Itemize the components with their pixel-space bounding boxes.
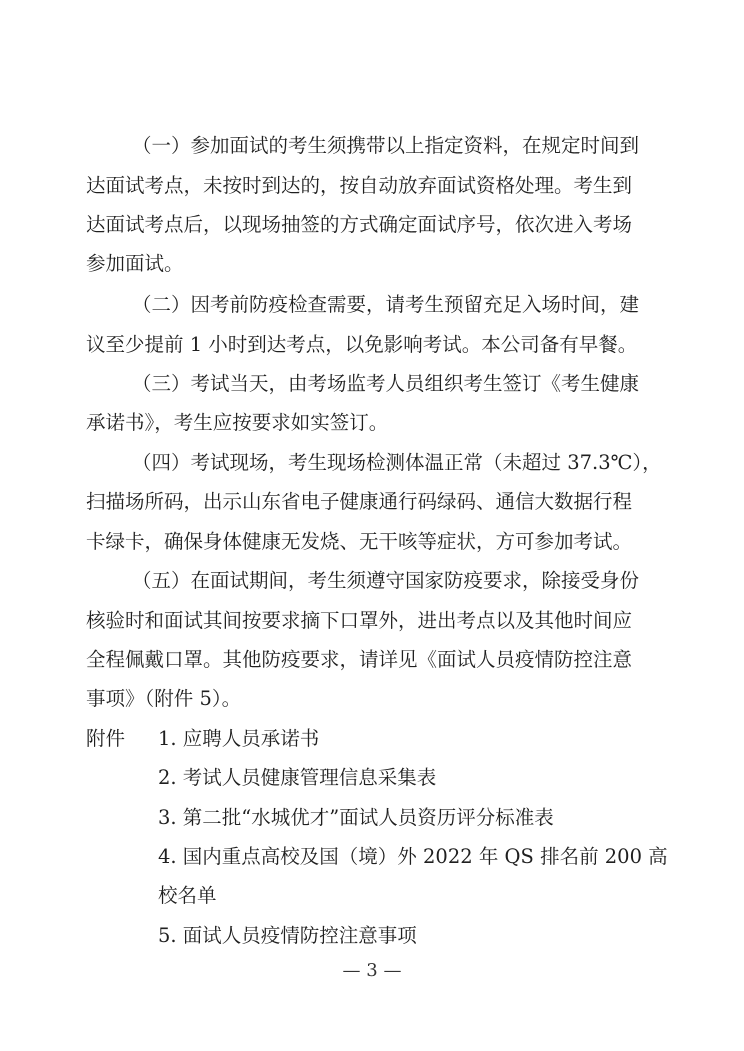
para1-line3: 达面试考点后，以现场抽签的方式确定面试序号，依次进入考场 xyxy=(86,213,633,236)
para2-line2: 议至少提前 1 小时到达考点，以免影响考试。本公司备有早餐。 xyxy=(86,333,638,356)
page-number: — 3 — xyxy=(342,960,402,981)
para4-line1: （四）考试现场，考生现场检测体温正常（未超过 37.3℃）， xyxy=(132,451,662,474)
attachment-item-3: 3. 第二批“水城优才”面试人员资历评分标准表 xyxy=(158,806,554,829)
para3-line1: （三）考试当天，由考场监考人员组织考生签订《考生健康 xyxy=(132,372,640,395)
attachment-item-2: 2. 考试人员健康管理信息采集表 xyxy=(158,766,437,789)
para5-line2: 核验时和面试其间按要求摘下口罩外，进出考点以及其他时间应 xyxy=(86,609,633,632)
attachment-item-4-line2: 校名单 xyxy=(158,884,217,907)
para5-line4: 事项》（附件 5）。 xyxy=(86,687,242,710)
para3-line2: 承诺书》，考生应按要求如实签订。 xyxy=(86,411,389,434)
para4-line3: 卡绿卡，确保身体健康无发烧、无干咳等症状，方可参加考试。 xyxy=(86,530,633,553)
attachment-item-1: 1. 应聘人员承诺书 xyxy=(158,727,320,750)
para1-line2: 达面试考点，未按时到达的，按自动放弃面试资格处理。考生到 xyxy=(86,174,633,197)
para5-line1: （五）在面试期间，考生须遵守国家防疫要求，除接受身份 xyxy=(132,569,640,592)
attachment-item-5: 5. 面试人员疫情防控注意事项 xyxy=(158,924,417,947)
para2-line1: （二）因考前防疫检查需要，请考生预留充足入场时间，建 xyxy=(132,293,640,316)
attachment-item-4-line1: 4. 国内重点高校及国（境）外 2022 年 QS 排名前 200 高 xyxy=(158,845,668,868)
para5-line3: 全程佩戴口罩。其他防疫要求，请详见《面试人员疫情防控注意 xyxy=(86,648,633,671)
para4-line2: 扫描场所码，出示山东省电子健康通行码绿码、通信大数据行程 xyxy=(86,490,633,513)
attachments-label: 附件 xyxy=(86,727,126,750)
para1-line1: （一）参加面试的考生须携带以上指定资料，在规定时间到 xyxy=(132,134,640,157)
para1-line4: 参加面试。 xyxy=(86,252,184,275)
